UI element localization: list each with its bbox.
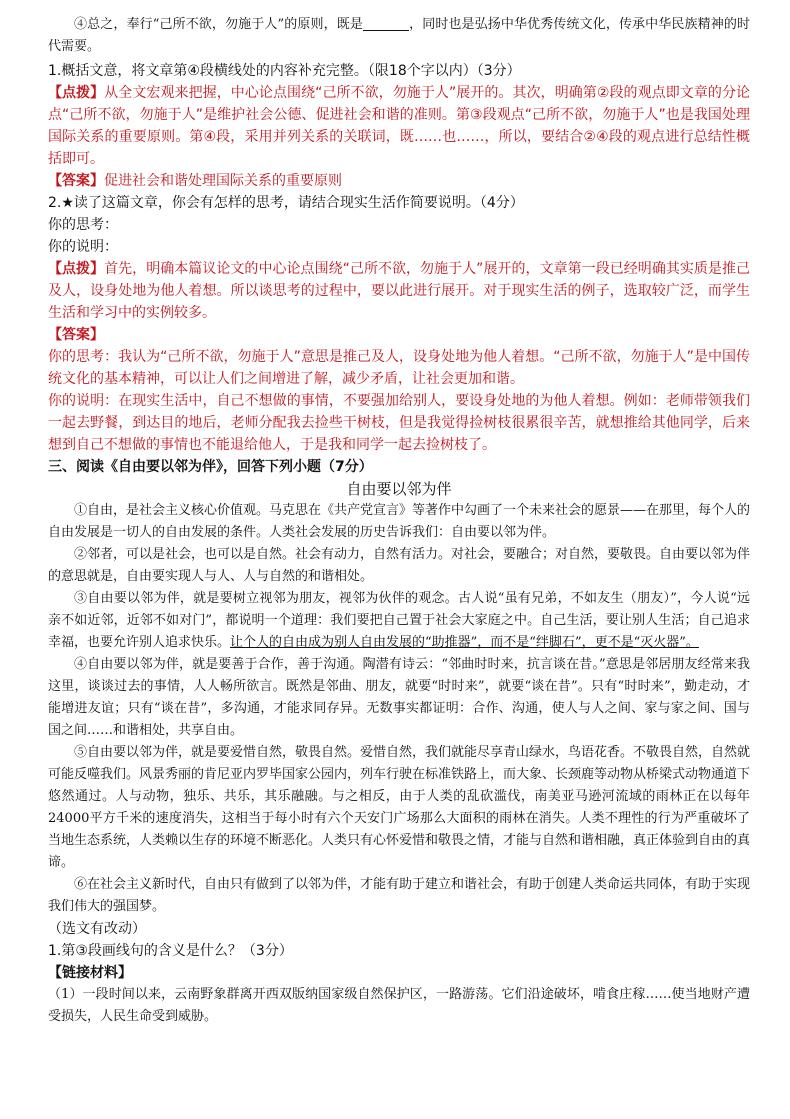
article-paragraph-6: ⑥在社会主义新时代，自由只有做到了以邻为伴，才能有助于建立和谐社会，有助于创建人类命运共同体，有助于实现我们伟大的强国梦。: [48, 877, 751, 914]
source-note: （选文有改动）: [48, 921, 146, 937]
sub-question-1: 1.第③段画线句的含义是什么？（3分）: [48, 943, 293, 959]
analysis-text: 首先，明确本篇议论文的中心论点围绕“己所不欲，勿施于人”展开的，文章第一段已经明确其实质是推己及人，设身处地为他人着想。所以谈思考的过程中，要以此进行展开。对于现实生活的例子，选取较广泛，而学生生活和学习中的实例较多。: [48, 261, 750, 321]
link-material-tag: 【链接材料】: [48, 965, 132, 981]
article-paragraph-1: ①自由，是社会主义核心价值观。马克思在《共产党宣言》等著作中勾画了一个未来社会的愿景——在那里，每个人的自由发展是一切人的自由发展的条件。人类社会发展的历史告诉我们：自由要以邻为伴。: [48, 503, 751, 540]
analysis-tag: 【点拨】: [48, 261, 105, 277]
article-paragraph-5: ⑤自由要以邻为伴，就是要爱惜自然，敬畏自然。爱惜自然，我们就能尽享青山绿水，鸟语花香。不敬畏自然，自然就可能反噬我们。风景秀丽的肯尼亚内罗毕国家公园内，列车行驶在标准铁路上，而大象、长颈鹿等动物从桥梁式动物通道下悠然通过。人与动物，独乐、共乐，其乐融融。与之相反，由于人类的乱砍滥伐，南美亚马逊河流域的雨林正在以每年24000平方千米的速度消失，这相当于每小时有六个天安门广场那么大面积的雨林在消失。人类不理性的行为严重破坏了当地生态系统，人类赖以生存的环境不断恶化。人类只有心怀爱惜和敬畏之情，才能与自然和谐相融，真正体验到自由的真谛。: [48, 745, 751, 870]
answer-tag: 【答案】: [48, 173, 104, 189]
underlined-sentence: 让个人的自由成为别人自由发展的“助推器”，而不是“绊脚石”，更不是“灭火器”。: [230, 635, 699, 650]
paragraph-text: ④总之，奉行“己所不欲，勿施于人”的原则，既是: [74, 17, 363, 32]
analysis-tag: 【点拨】: [48, 85, 105, 101]
q1-answer: [48, 170, 750, 192]
article-title: 自由要以邻为伴: [346, 480, 452, 498]
q2-analysis: [48, 258, 750, 324]
analysis-text: 从全文宏观来把握，中心论点围绕“己所不欲，勿施于人”展开的。其次，明确第②段的观点即文章的分论点“己所不欲，勿施于人”是维护社会公德、促进社会和谐的准则。第③段观点“己所不欲，勿施于人”也是我国处理国际关系的重要原则。第④段，采用并列关系的关联词，既……也……，所以，要结合②④段的观点进行总结性概括即可。: [48, 85, 751, 167]
q1-analysis: [48, 82, 750, 170]
paragraph-text: ，同时也是弘扬中华优秀传统文化，传承中华民族精神的时代需要。: [48, 17, 750, 54]
article-paragraph-4: ④自由要以邻为伴，就是要善于合作，善于沟通。陶潜有诗云：“邻曲时时来，抗言谈在昔。”意思是邻居朋友经常来我这里，谈谈过去的事情，人人畅所欲言。既然是邻曲、朋友，就要“时时来”，就要“谈在昔”。只有“时时来”，勤走动，才能增进友谊；只有“谈在昔”，多沟通，才能求同存异。无数事实都证明：合作、沟通，使人与人之间、家与家之间、国与国之间……和谐相处，共享自由。: [48, 657, 750, 738]
question-1: 1.概括文意，将文章第④段横线处的内容补充完整。（限18个字以内）（3分）: [48, 63, 521, 79]
q2-answer-think: 你的思考：我认为“己所不欲，勿施于人”意思是推己及人，设身处地为他人着想。“己所不欲，勿施于人”是中国传统文化的基本精神，可以让人们之间增进了解，减少矛盾，让社会更加和谐。: [48, 349, 750, 387]
article-paragraph-2: ②邻者，可以是社会，也可以是自然。社会有动力，自然有活力。对社会，要融合；对自然，要敬畏。自由要以邻为伴的意思就是，自由要实现人与人、人与自然的和谐相处。: [48, 547, 751, 584]
paragraph-text: ③自由要以邻为伴，就是要树立视邻为朋友，视邻为伙伴的观念。古人说“虽有兄弟，不如友生（朋友）”，今人说“远亲不如近邻，近邻不如对门”，都说明一个道理：我们要把自己置于社会大家庭之中。自己生活，要让别人生活；自己追求幸福，也要允许别人追求快乐。: [48, 591, 750, 650]
answer-text: 促进社会和谐处理国际关系的重要原则: [104, 173, 342, 189]
question-2: 2.★读了这篇文章，你会有怎样的思考，请结合现实生活作简要说明。（4分）: [48, 195, 524, 211]
fill-blank: [363, 16, 409, 31]
paragraph-4-fill: [48, 14, 750, 58]
section-3-heading: 三、阅读《自由要以邻为伴》，回答下列小题（7分）: [48, 459, 373, 475]
article-paragraph-3: [48, 588, 750, 654]
think-label: 你的思考：: [48, 217, 118, 233]
link-material-text: （1）一段时间以来，云南野象群离开西双版纳国家级自然保护区，一路游荡。它们沿途破坏，啃食庄稼……使当地财产遭受损失，人民生命受到威胁。: [48, 987, 750, 1024]
q2-answer-explain: 你的说明：在现实生活中，自己不想做的事情，不要强加给别人，要设身处地的为他人着想。例如：老师带领我们一起去野餐，到达目的地后，老师分配我去捡些干树枝，但是我觉得捡树枝很累很辛苦，就想推给其他同学，后来想到自己不想做的事情也不能退给他人，于是我和同学一起去捡树枝了。: [48, 393, 750, 453]
document-page: [48, 14, 750, 1028]
explain-label: 你的说明：: [48, 239, 118, 255]
q2-answer-tag: 【答案】: [48, 327, 104, 343]
